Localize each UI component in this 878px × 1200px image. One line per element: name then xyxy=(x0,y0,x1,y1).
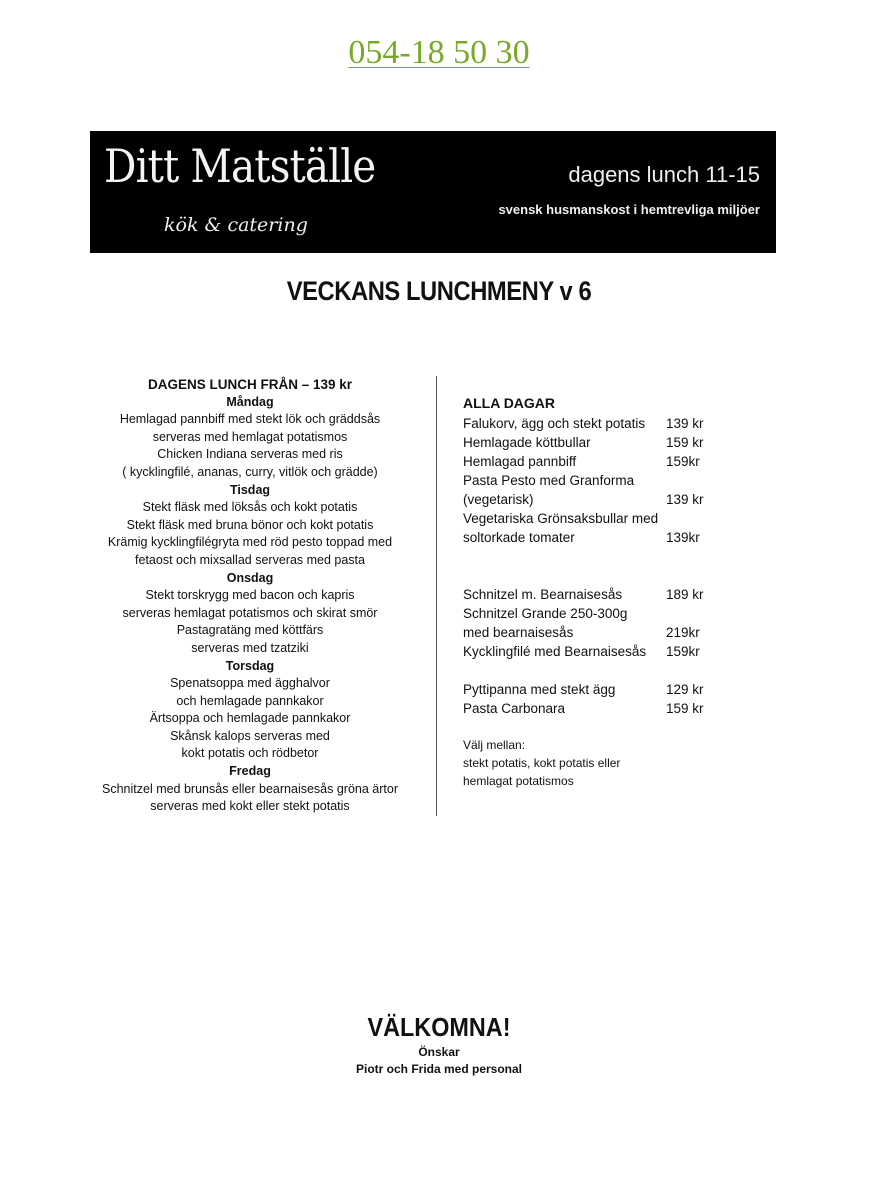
menu-item xyxy=(463,490,743,509)
dish-line: serveras med kokt eller stekt potatis xyxy=(150,799,350,814)
menu-item-name: med bearnaisesås xyxy=(463,625,574,640)
menu-item-price: 139 kr xyxy=(666,492,704,507)
menu-item xyxy=(463,585,743,604)
slogan: svensk husmanskost i hemtrevliga miljöer xyxy=(498,202,760,217)
menu-group xyxy=(463,585,743,661)
menu-title: VECKANS LUNCHMENY v 6 xyxy=(286,276,592,306)
menu-item-name: Hemlagade köttbullar xyxy=(463,435,591,450)
menu-item-price: 189 kr xyxy=(666,587,704,602)
dish-line: Schnitzel med brunsås eller bearnaisesås gröna ärtor xyxy=(102,781,398,796)
side-options xyxy=(463,736,743,790)
menu-item-name: Pyttipanna med stekt ägg xyxy=(463,682,616,697)
side-option-line: stekt potatis, kokt potatis eller xyxy=(463,756,621,770)
menu-item xyxy=(463,414,743,433)
weekday-list xyxy=(90,394,410,816)
phone-link[interactable]: 054-18 50 30 xyxy=(348,34,530,71)
menu-item xyxy=(463,623,743,642)
menu-item xyxy=(463,509,743,528)
menu-item-name: Hemlagad pannbiff xyxy=(463,454,577,469)
dish-line: Stekt fläsk med bruna bönor och kokt potatis xyxy=(126,517,374,532)
menu-item xyxy=(463,528,743,547)
dish-line: ( kycklingfilé, ananas, curry, vitlök och grädde) xyxy=(122,464,378,479)
weekday-heading: Torsdag xyxy=(225,658,275,673)
weekday-heading: Måndag xyxy=(226,394,274,409)
dish-line: kokt potatis och rödbetor xyxy=(181,746,319,761)
menu-item xyxy=(463,604,743,623)
dish-line: serveras hemlagat potatismos och skirat smör xyxy=(122,605,378,620)
greeting-signature: Piotr och Frida med personal xyxy=(355,1062,523,1076)
all-days-heading: ALLA DAGAR xyxy=(463,395,556,411)
dish-line: och hemlagade pannkakor xyxy=(176,693,324,708)
menu-group xyxy=(463,680,743,718)
menu-item-name: Vegetariska Grönsaksbullar med xyxy=(463,511,659,526)
dish-line: Chicken Indiana serveras med ris xyxy=(157,447,343,462)
menu-item-name: (vegetarisk) xyxy=(463,492,534,507)
menu-item-price: 159kr xyxy=(666,644,700,659)
dish-line: Stekt fläsk med löksås och kokt potatis xyxy=(142,500,358,515)
menu-item-name: Pasta Pesto med Granforma xyxy=(463,473,635,488)
dish-line: Hemlagad pannbiff med stekt lök och gräddsås xyxy=(119,412,381,427)
menu-item-name: Schnitzel Grande 250-300g xyxy=(463,606,628,621)
weekday-heading: Fredag xyxy=(229,764,271,779)
all-days-column xyxy=(463,394,743,790)
menu-item-name: Schnitzel m. Bearnaisesås xyxy=(463,587,623,602)
menu-item xyxy=(463,680,743,699)
logo-subtitle: kök & catering xyxy=(164,214,308,236)
dish-line: Stekt torskrygg med bacon och kapris xyxy=(145,588,355,603)
side-option-line: hemlagat potatismos xyxy=(463,774,574,788)
restaurant-logo: Ditt Matställe xyxy=(104,139,376,193)
menu-item-price: 159kr xyxy=(666,454,700,469)
menu-item-price: 129 kr xyxy=(666,682,704,697)
lunch-hours: dagens lunch 11-15 xyxy=(568,162,760,187)
restaurant-banner xyxy=(90,131,776,253)
menu-group xyxy=(463,414,743,547)
menu-item-name: soltorkade tomater xyxy=(463,530,575,545)
menu-item xyxy=(463,452,743,471)
menu-item-name: Falukorv, ägg och stekt potatis xyxy=(463,416,646,431)
menu-item-price: 159 kr xyxy=(666,701,704,716)
menu-item xyxy=(463,471,743,490)
dish-line: Pastagratäng med köttfärs xyxy=(176,623,324,638)
dish-line: fetaost och mixsallad serveras med pasta xyxy=(135,552,365,567)
menu-item-price: 159 kr xyxy=(666,435,704,450)
menu-item-name: Kycklingfilé med Bearnaisesås xyxy=(463,644,647,659)
welcome-heading: VÄLKOMNA! xyxy=(367,1012,511,1042)
greeting xyxy=(0,1044,878,1078)
column-divider xyxy=(436,376,437,816)
dish-line: Skånsk kalops serveras med xyxy=(170,728,330,743)
menu-item-price: 139kr xyxy=(666,530,700,545)
menu-item-price: 219kr xyxy=(666,625,700,640)
daily-lunch-heading: DAGENS LUNCH FRÅN – 139 kr xyxy=(147,377,353,392)
dish-line: Ärtsoppa och hemlagade pannkakor xyxy=(149,711,351,726)
menu-item-price: 139 kr xyxy=(666,416,704,431)
dish-line: Krämig kycklingfilégryta med röd pesto toppad med xyxy=(107,535,393,550)
side-option-line: Välj mellan: xyxy=(463,738,526,752)
weekday-heading: Onsdag xyxy=(226,570,274,585)
daily-lunch-column xyxy=(90,376,410,816)
menu-item xyxy=(463,433,743,452)
weekday-heading: Tisdag xyxy=(229,482,271,497)
greeting-wish: Önskar xyxy=(418,1045,460,1059)
cutoff-text-fragment xyxy=(410,0,490,8)
dish-line: serveras med hemlagat potatismos xyxy=(152,429,348,444)
menu-item xyxy=(463,699,743,718)
menu-item xyxy=(463,642,743,661)
dish-line: Spenatsoppa med ägghalvor xyxy=(170,676,330,691)
dish-line: serveras med tzatziki xyxy=(191,640,309,655)
menu-item-name: Pasta Carbonara xyxy=(463,701,566,716)
